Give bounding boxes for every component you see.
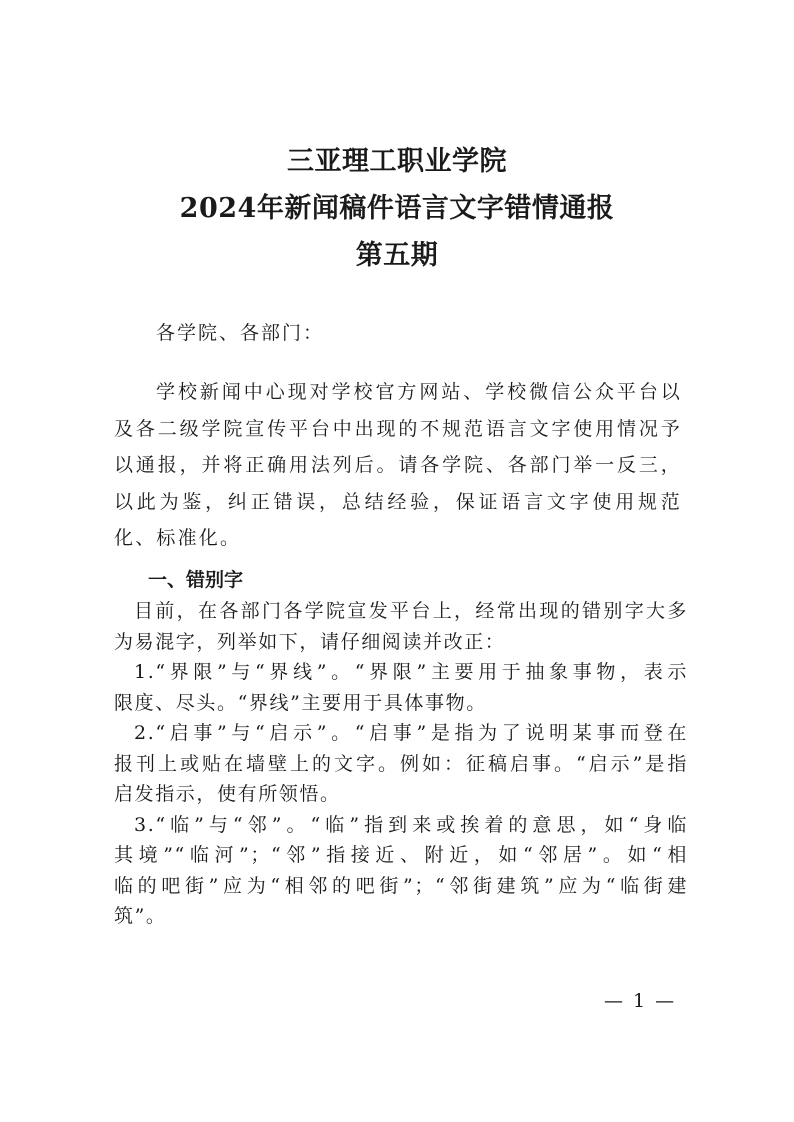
section-heading: 一、错别字 (148, 569, 244, 591)
paragraph-line: 启发指示，使有所领悟。 (114, 783, 341, 805)
intro-line: 以通报，并将正确用法列后。请各学院、各部门举一反三， (114, 454, 682, 476)
intro-line: 学校新闻中心现对学校官方网站、学校微信公众平台以 (156, 381, 682, 403)
paragraph-line: 限度、尽头。“界线”主要用于具体事物。 (114, 691, 487, 714)
section-paragraph-item-1 (114, 657, 688, 718)
paragraph-line: 3.“临”与“邻”。“临”指到来或挨着的意思，如“身临 (134, 813, 688, 836)
section-paragraph-item-2 (114, 718, 688, 810)
paragraph-line: 报刊上或贴在墙壁上的文字。例如：征稿启事。“启示”是指 (114, 752, 688, 775)
title-issue-number: 第五期 (355, 240, 439, 271)
section-paragraph-overview (114, 596, 688, 657)
section-typos (114, 564, 688, 932)
section-paragraph-item-3 (114, 810, 688, 932)
intro-line: 以此为鉴，纠正错误，总结经验，保证语言文字使用规范 (114, 490, 682, 513)
salutation: 各学院、各部门： (156, 322, 325, 344)
paragraph-line: 2.“启事”与“启示”。“启事”是指为了说明某事而登在 (134, 722, 688, 744)
paragraph-line: 其境”“临河”；“邻”指接近、附近，如“邻居”。如“相 (114, 844, 688, 866)
paragraph-line: 目前，在各部门各学院宣发平台上，经常出现的错别字大多 (134, 600, 688, 622)
document-title (0, 138, 794, 279)
intro-line: 化、标准化。 (114, 527, 242, 549)
paragraph-line: 临的吧街”应为“相邻的吧街”；“邻街建筑”应为“临街建 (114, 874, 688, 897)
title-report-name: 2024年新闻稿件语言文字错情通报 (179, 193, 615, 224)
paragraph-line: 为易混字，列举如下，请仔细阅读并改正： (114, 630, 506, 653)
paragraph-line: 1.“界限”与“界线”。“界限”主要用于抽象事物，表示 (134, 661, 688, 683)
page-number: — 1 — (604, 990, 677, 1012)
intro-paragraph (114, 374, 682, 557)
title-school-name: 三亚理工职业学院 (287, 146, 507, 177)
intro-line: 及各二级学院宣传平台中出现的不规范语言文字使用情况予 (114, 417, 682, 440)
paragraph-line: 筑”。 (114, 905, 167, 927)
